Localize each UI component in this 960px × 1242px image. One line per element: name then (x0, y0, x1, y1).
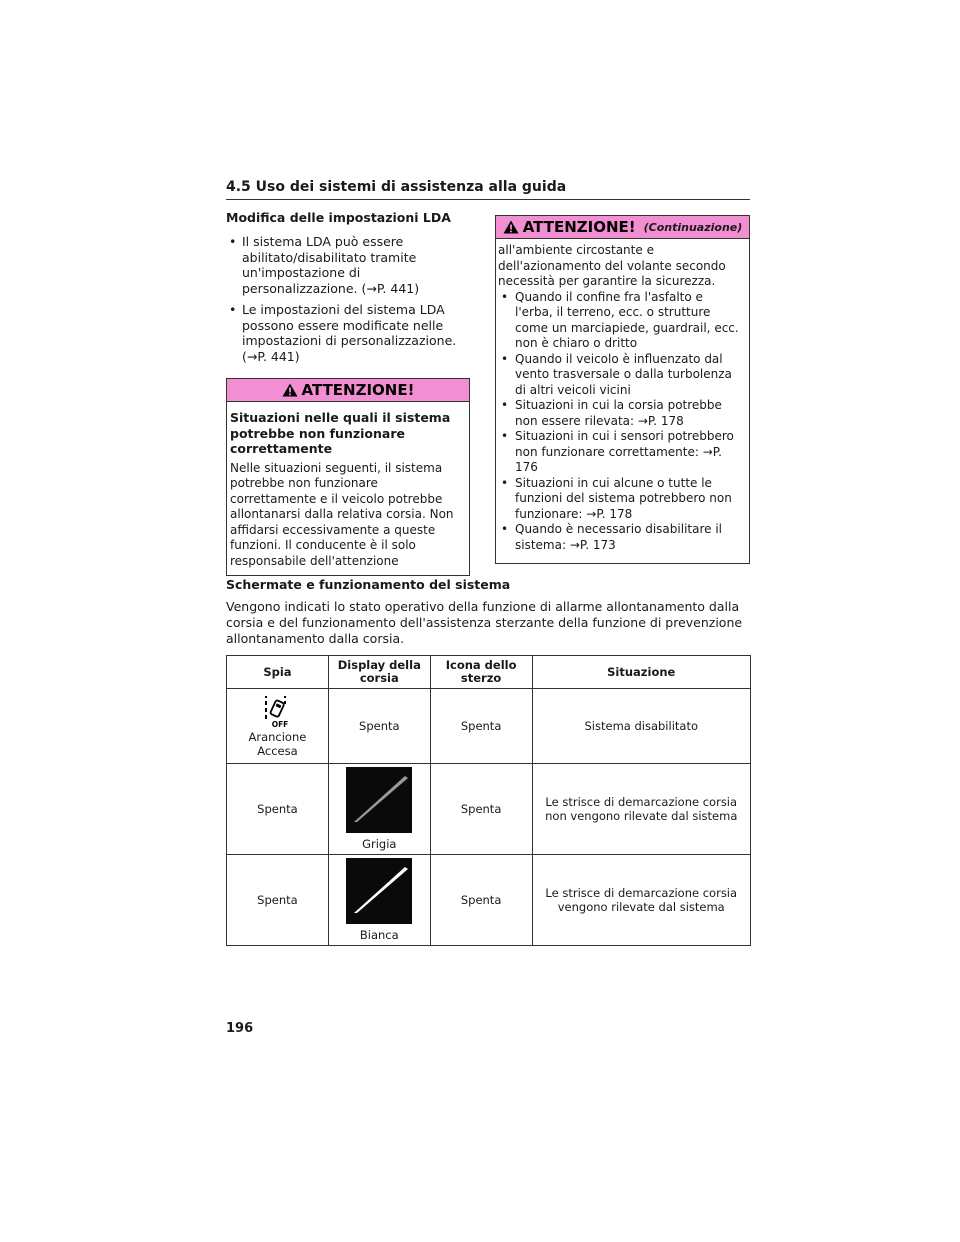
table-row (227, 764, 751, 855)
table-header-row (227, 656, 751, 689)
section-title: 4.5 Uso dei sistemi di assistenza alla guida (226, 179, 567, 195)
lane-line-white-image (346, 858, 412, 924)
warning-header (496, 216, 749, 239)
lane-line-grey-image (346, 767, 412, 833)
warning-text: all'ambiente circostante e dell'azionamento del volante secondo necessità per garantire la sicurezza. (498, 243, 726, 288)
table-header: Display della corsia (328, 656, 430, 689)
left-column (226, 210, 470, 576)
status-table (226, 655, 751, 946)
list-item: • Situazioni in cui alcune o tutte le funzioni del sistema potrebbero non funzionare: →P. 178 (498, 476, 744, 523)
warning-list (498, 290, 744, 554)
settings-list (226, 234, 470, 364)
list-item: • Le impostazioni del sistema LDA possono essere modificate nelle impostazioni di personalizzazione. (→P. 441) (226, 302, 470, 364)
lda-off-indicator-icon (260, 694, 294, 728)
list-item: • Situazioni in cui i sensori potrebbero non funzionare correttamente: →P. 176 (498, 429, 744, 476)
off-label: OFF (272, 720, 289, 728)
table-header: Spia (227, 656, 329, 689)
warning-box (226, 378, 470, 576)
warning-continued-label: (Continuazione) (643, 220, 743, 234)
warning-box-continued (495, 215, 750, 564)
table-cell: Spenta (430, 689, 532, 764)
lane-caption: Grigia (362, 837, 397, 851)
warning-title: ATTENZIONE! (301, 381, 415, 399)
table-header: Icona dello sterzo (430, 656, 532, 689)
warning-body (227, 402, 469, 575)
table-cell: Spenta (430, 855, 532, 946)
table-header: Situazione (532, 656, 751, 689)
table-cell (328, 764, 430, 855)
settings-heading: Modifica delle impostazioni LDA (226, 210, 451, 225)
table-cell: Le strisce di demarcazione corsia non vengono rilevate dal sistema (532, 764, 751, 855)
warning-triangle-icon (282, 383, 298, 397)
page-number: 196 (226, 1021, 254, 1036)
header-divider (226, 199, 750, 200)
system-screens-section (226, 577, 750, 647)
table-cell: Spenta (328, 689, 430, 764)
list-item: • Quando il confine fra l'asfalto e l'erba, il terreno, ecc. o strutture come un marciapiede, guardrail, ecc. non è chiaro o dritto (498, 290, 744, 352)
system-screens-heading: Schermate e funzionamento del sistema (226, 577, 511, 592)
table-cell: Sistema disabilitato (532, 689, 751, 764)
table-cell: Spenta (227, 855, 329, 946)
warning-text: Nelle situazioni seguenti, il sistema potrebbe non funzionare correttamente e il veicolo potrebbe allontanarsi dalla relativa corsia. Non affidarsi eccessivamente a queste funzioni. Il conducente è il solo responsabile dell'attenzione (230, 460, 454, 568)
list-item: • Situazioni in cui la corsia potrebbe non essere rilevata: →P. 178 (498, 398, 744, 429)
table-cell: Spenta (430, 764, 532, 855)
table-cell (328, 855, 430, 946)
warning-body (496, 239, 749, 563)
table-cell: Spenta (227, 764, 329, 855)
right-column (495, 215, 750, 564)
warning-header (227, 379, 469, 402)
list-item: • Quando è necessario disabilitare il sistema: →P. 173 (498, 522, 744, 553)
warning-subheading: Situazioni nelle quali il sistema potrebbe non funzionare correttamente (230, 410, 451, 456)
spia-label: Arancione Accesa (248, 730, 307, 758)
table-cell: Le strisce di demarcazione corsia vengono rilevate dal sistema (532, 855, 751, 946)
system-screens-text: Vengono indicati lo stato operativo della funzione di allarme allontanamento dalla corsia e del funzionamento dell'assistenza sterzante della funzione di prevenzione allontanamento dalla corsia. (226, 599, 743, 646)
table-cell (227, 689, 329, 764)
list-item: • Il sistema LDA può essere abilitato/disabilitato tramite un'impostazione di personalizzazione. (→P. 441) (226, 234, 470, 296)
warning-title: ATTENZIONE! (522, 218, 636, 236)
table-row (227, 689, 751, 764)
lane-caption: Bianca (359, 928, 399, 942)
table-row (227, 855, 751, 946)
warning-triangle-icon (503, 220, 519, 234)
list-item: • Quando il veicolo è influenzato dal vento trasversale o dalla turbolenza di altri veicoli vicini (498, 352, 744, 399)
